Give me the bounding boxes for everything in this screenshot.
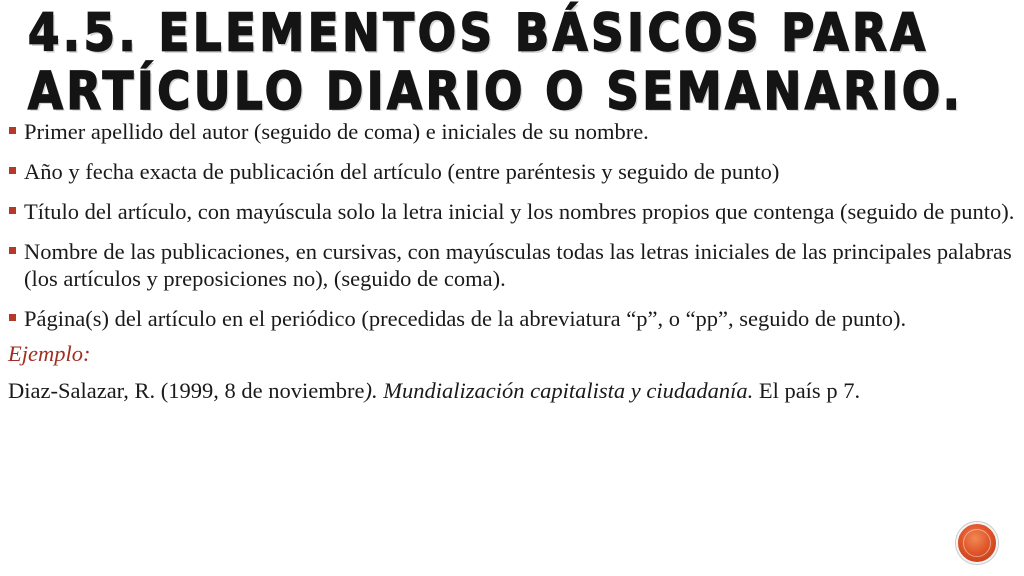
citation-source: El país p 7. — [753, 378, 861, 403]
bullet-text: Nombre de las publicaciones, en cursivas, con mayúsculas todas las letras iniciales de las principales palabras (los artículos y preposiciones no), (seguido de coma). — [24, 239, 1012, 291]
bullet-item — [8, 158, 1018, 185]
bullet-text: Año y fecha exacta de publicación del artículo (entre paréntesis y seguido de punto) — [24, 159, 780, 184]
nav-ring-icon — [963, 529, 991, 557]
slide-title: 4.5. ELEMENTOS BÁSICOS PARA ARTÍCULO DIARIO O SEMANARIO. — [28, 2, 964, 122]
bullet-item — [8, 305, 1018, 332]
bullet-text: Página(s) del artículo en el periódico (precedidas de la abreviatura “p”, o “pp”, seguido de punto). — [24, 306, 907, 331]
bullet-text: Primer apellido del autor (seguido de coma) e iniciales de su nombre. — [24, 119, 649, 144]
square-bullet-icon — [9, 127, 16, 134]
bullet-item — [8, 198, 1018, 225]
slide-content — [8, 118, 1018, 404]
bullet-item — [8, 238, 1018, 292]
square-bullet-icon — [9, 207, 16, 214]
circle-nav-button[interactable] — [956, 522, 998, 564]
bullet-list — [8, 118, 1018, 332]
citation-author-date: Diaz-Salazar, R. (1999, 8 de noviembre — [8, 378, 365, 403]
example-citation — [8, 377, 1018, 404]
citation-title: ). Mundialización capitalista y ciudadanía. — [364, 378, 754, 403]
square-bullet-icon — [9, 314, 16, 321]
example-label: Ejemplo: — [8, 341, 91, 366]
square-bullet-icon — [9, 247, 16, 254]
square-bullet-icon — [9, 167, 16, 174]
bullet-item — [8, 118, 1018, 145]
bullet-text: Título del artículo, con mayúscula solo la letra inicial y los nombres propios que contenga (seguido de punto). — [24, 199, 1015, 224]
